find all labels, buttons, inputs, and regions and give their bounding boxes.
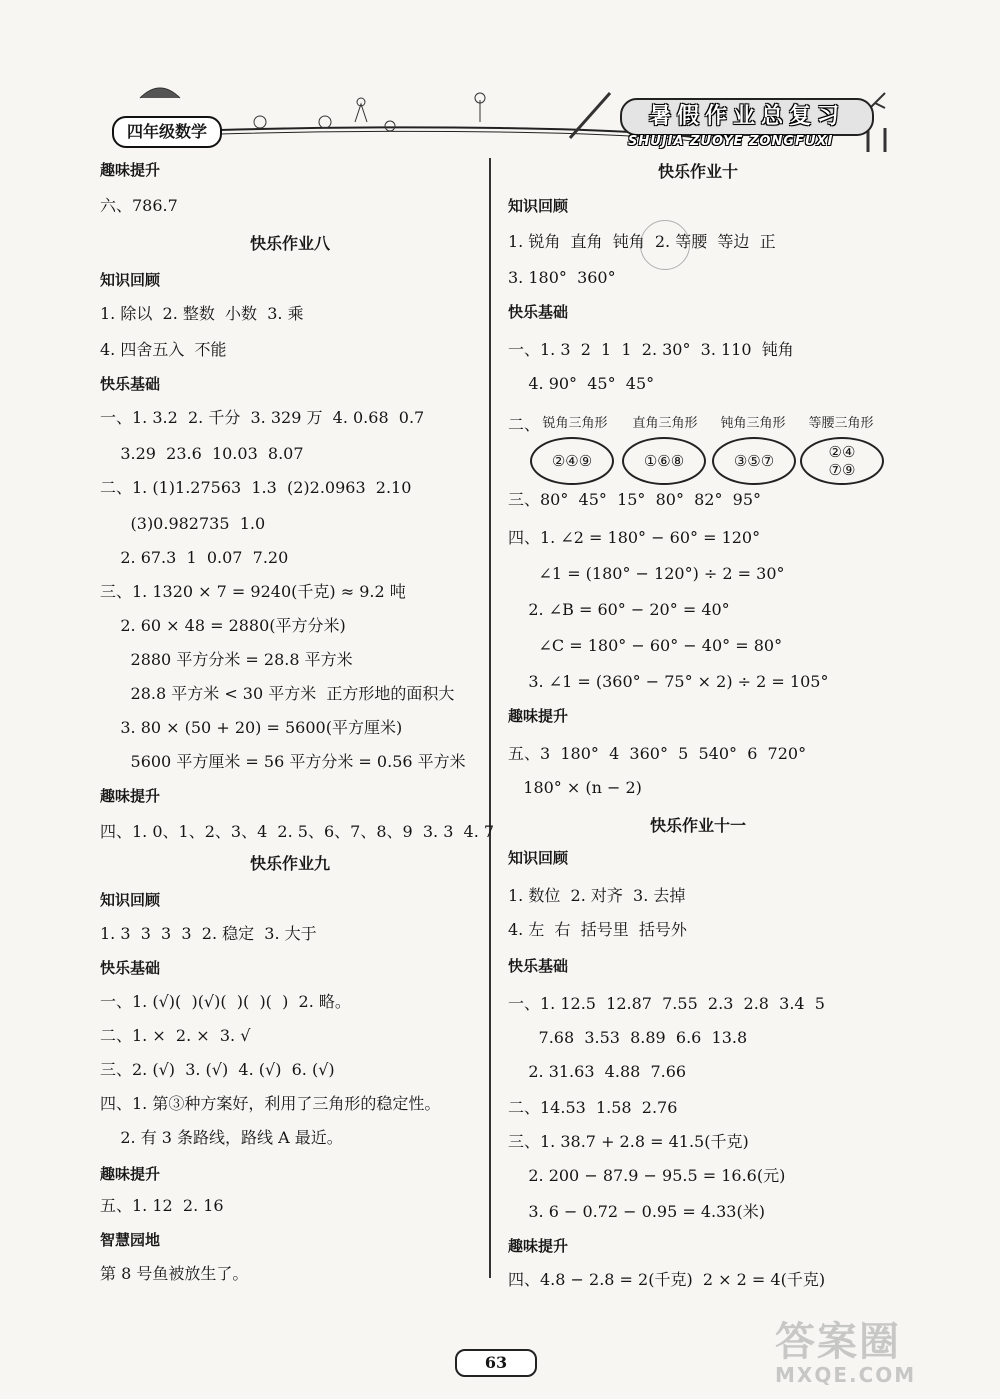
banner-title: 暑假作业总复习 bbox=[620, 98, 874, 136]
answer-line: 3. 80 × (50 + 20) = 5600(平方厘米) bbox=[100, 718, 403, 737]
triangle-oval-line: ⑦⑨ bbox=[828, 461, 856, 479]
triangle-oval: ①⑥⑧ bbox=[622, 437, 706, 485]
watermark-text: 答案圈 bbox=[775, 1319, 901, 1365]
answer-line: 1. 除以 2. 整数 小数 3. 乘 bbox=[100, 304, 304, 323]
answer-line: 一、1. 3.2 2. 千分 3. 329 万 4. 0.68 0.7 bbox=[100, 408, 425, 427]
answer-line: 3. 6 − 0.72 − 0.95 = 4.33(米) bbox=[508, 1202, 765, 1221]
answer-line: 2. 60 × 48 = 2880(平方分米) bbox=[100, 616, 346, 635]
triangle-label: 锐角三角形 bbox=[542, 416, 608, 431]
subsection-heading: 快乐基础 bbox=[100, 375, 161, 393]
section-title: 快乐作业十一 bbox=[649, 816, 746, 835]
answer-line: 4. 左 右 括号里 括号外 bbox=[508, 920, 687, 939]
triangle-sort-prefix: 二、 bbox=[508, 415, 541, 434]
answer-line: 3. 180° 360° bbox=[508, 268, 616, 287]
subsection-heading: 快乐基础 bbox=[508, 303, 569, 321]
subsection-heading: 趣味提升 bbox=[508, 1237, 569, 1255]
answer-line: 四、4.8 − 2.8 = 2(千克) 2 × 2 = 4(千克) bbox=[508, 1270, 826, 1289]
subsection-heading: 知识回顾 bbox=[508, 849, 569, 867]
answer-line: 3. ∠1 = (360° − 75° × 2) ÷ 2 = 105° bbox=[508, 672, 829, 691]
answer-line: 一、1. (√)( )(√)( )( )( ) 2. 略。 bbox=[100, 992, 351, 1011]
answer-line: 5600 平方厘米 = 56 平方分米 = 0.56 平方米 bbox=[100, 752, 466, 771]
subsection-heading: 知识回顾 bbox=[100, 891, 161, 909]
answer-line: 3.29 23.6 10.03 8.07 bbox=[100, 444, 304, 463]
answer-line: 1. 锐角 直角 钝角 2. 等腰 等边 正 bbox=[508, 232, 776, 251]
seal-stamp bbox=[640, 220, 690, 270]
triangle-label: 钝角三角形 bbox=[720, 416, 786, 431]
triangle-label: 等腰三角形 bbox=[808, 416, 874, 431]
answer-line: 1. 3 3 3 3 2. 稳定 3. 大于 bbox=[100, 924, 317, 943]
answer-line: 2. 31.63 4.88 7.66 bbox=[508, 1062, 687, 1081]
section-title: 快乐作业九 bbox=[249, 854, 330, 873]
answer-line: 五、3 180° 4 360° 5 540° 6 720° bbox=[508, 744, 807, 763]
triangle-label: 直角三角形 bbox=[632, 416, 698, 431]
subsection-heading: 趣味提升 bbox=[100, 787, 161, 805]
section-title: 快乐作业十 bbox=[657, 162, 738, 181]
grade-badge: 四年级数学 bbox=[112, 116, 222, 148]
subsection-heading: 趣味提升 bbox=[100, 1165, 161, 1183]
answer-line: 五、1. 12 2. 16 bbox=[100, 1196, 224, 1215]
answer-line: 二、1. × 2. × 3. √ bbox=[100, 1026, 251, 1045]
answer-line: 1. 数位 2. 对齐 3. 去掉 bbox=[508, 886, 686, 905]
answer-line: 四、1. ∠2 = 180° − 60° = 120° bbox=[508, 528, 761, 547]
banner-pinyin: SHUJIA ZUOYE ZONGFUXI bbox=[628, 134, 834, 149]
subsection-heading: 趣味提升 bbox=[508, 707, 569, 725]
answer-line: 三、80° 45° 15° 80° 82° 95° bbox=[508, 490, 762, 509]
subsection-heading: 快乐基础 bbox=[100, 959, 161, 977]
watermark bbox=[775, 1320, 985, 1390]
answer-line: 六、786.7 bbox=[100, 196, 178, 215]
answer-line: 一、1. 3 2 1 1 2. 30° 3. 110 钝角 bbox=[508, 340, 794, 359]
triangle-oval: ②④⑨ bbox=[530, 437, 614, 485]
subsection-heading: 快乐基础 bbox=[508, 957, 569, 975]
subsection-heading: 知识回顾 bbox=[100, 271, 161, 289]
answer-line: 2. ∠B = 60° − 20° = 40° bbox=[508, 600, 730, 619]
answer-line: ∠1 = (180° − 120°) ÷ 2 = 30° bbox=[508, 564, 785, 583]
column-divider bbox=[489, 158, 491, 1278]
page-header bbox=[100, 78, 890, 158]
answer-line: 180° × (n − 2) bbox=[508, 778, 642, 797]
answer-line: 三、1. 38.7 + 2.8 = 41.5(千克) bbox=[508, 1132, 749, 1151]
triangle-oval-line: ②④ bbox=[828, 443, 856, 461]
answer-line: ∠C = 180° − 60° − 40° = 80° bbox=[508, 636, 783, 655]
triangle-oval: ③⑤⑦ bbox=[712, 437, 796, 485]
answer-line: 2880 平方分米 = 28.8 平方米 bbox=[100, 650, 353, 669]
subsection-heading: 知识回顾 bbox=[508, 197, 569, 215]
answer-line: 4. 四舍五入 不能 bbox=[100, 340, 227, 359]
answer-line: 2. 67.3 1 0.07 7.20 bbox=[100, 548, 289, 567]
answer-line: 二、1. (1)1.27563 1.3 (2)2.0963 2.10 bbox=[100, 478, 412, 497]
page-number: 63 bbox=[455, 1349, 537, 1377]
answer-line: 四、1. 0、1、2、3、4 2. 5、6、7、8、9 3. 3 4. 7 bbox=[100, 822, 495, 841]
subsection-heading: 趣味提升 bbox=[100, 161, 161, 179]
triangle-sort-row bbox=[508, 415, 888, 487]
section-title: 快乐作业八 bbox=[249, 234, 330, 253]
answer-line: (3)0.982735 1.0 bbox=[100, 514, 266, 533]
subsection-heading: 智慧园地 bbox=[100, 1231, 161, 1249]
answer-line: 第 8 号鱼被放生了。 bbox=[100, 1264, 249, 1283]
answer-line: 28.8 平方米 < 30 平方米 正方形地的面积大 bbox=[100, 684, 455, 703]
answer-line: 2. 200 − 87.9 − 95.5 = 16.6(元) bbox=[508, 1166, 786, 1185]
answer-line: 二、14.53 1.58 2.76 bbox=[508, 1098, 678, 1117]
answer-line: 三、1. 1320 × 7 = 9240(千克) ≈ 9.2 吨 bbox=[100, 582, 406, 601]
answer-line: 2. 有 3 条路线，路线 A 最近。 bbox=[100, 1128, 343, 1147]
answer-line: 三、2. (√) 3. (√) 4. (√) 6. (√) bbox=[100, 1060, 335, 1079]
answer-line: 一、1. 12.5 12.87 7.55 2.3 2.8 3.4 5 bbox=[508, 994, 825, 1013]
answer-line: 7.68 3.53 8.89 6.6 13.8 bbox=[508, 1028, 748, 1047]
answer-line: 4. 90° 45° 45° bbox=[508, 374, 655, 393]
triangle-oval bbox=[800, 437, 884, 485]
answer-line: 四、1. 第③种方案好，利用了三角形的稳定性。 bbox=[100, 1094, 441, 1113]
watermark-url: MXQE.COM bbox=[775, 1363, 917, 1387]
